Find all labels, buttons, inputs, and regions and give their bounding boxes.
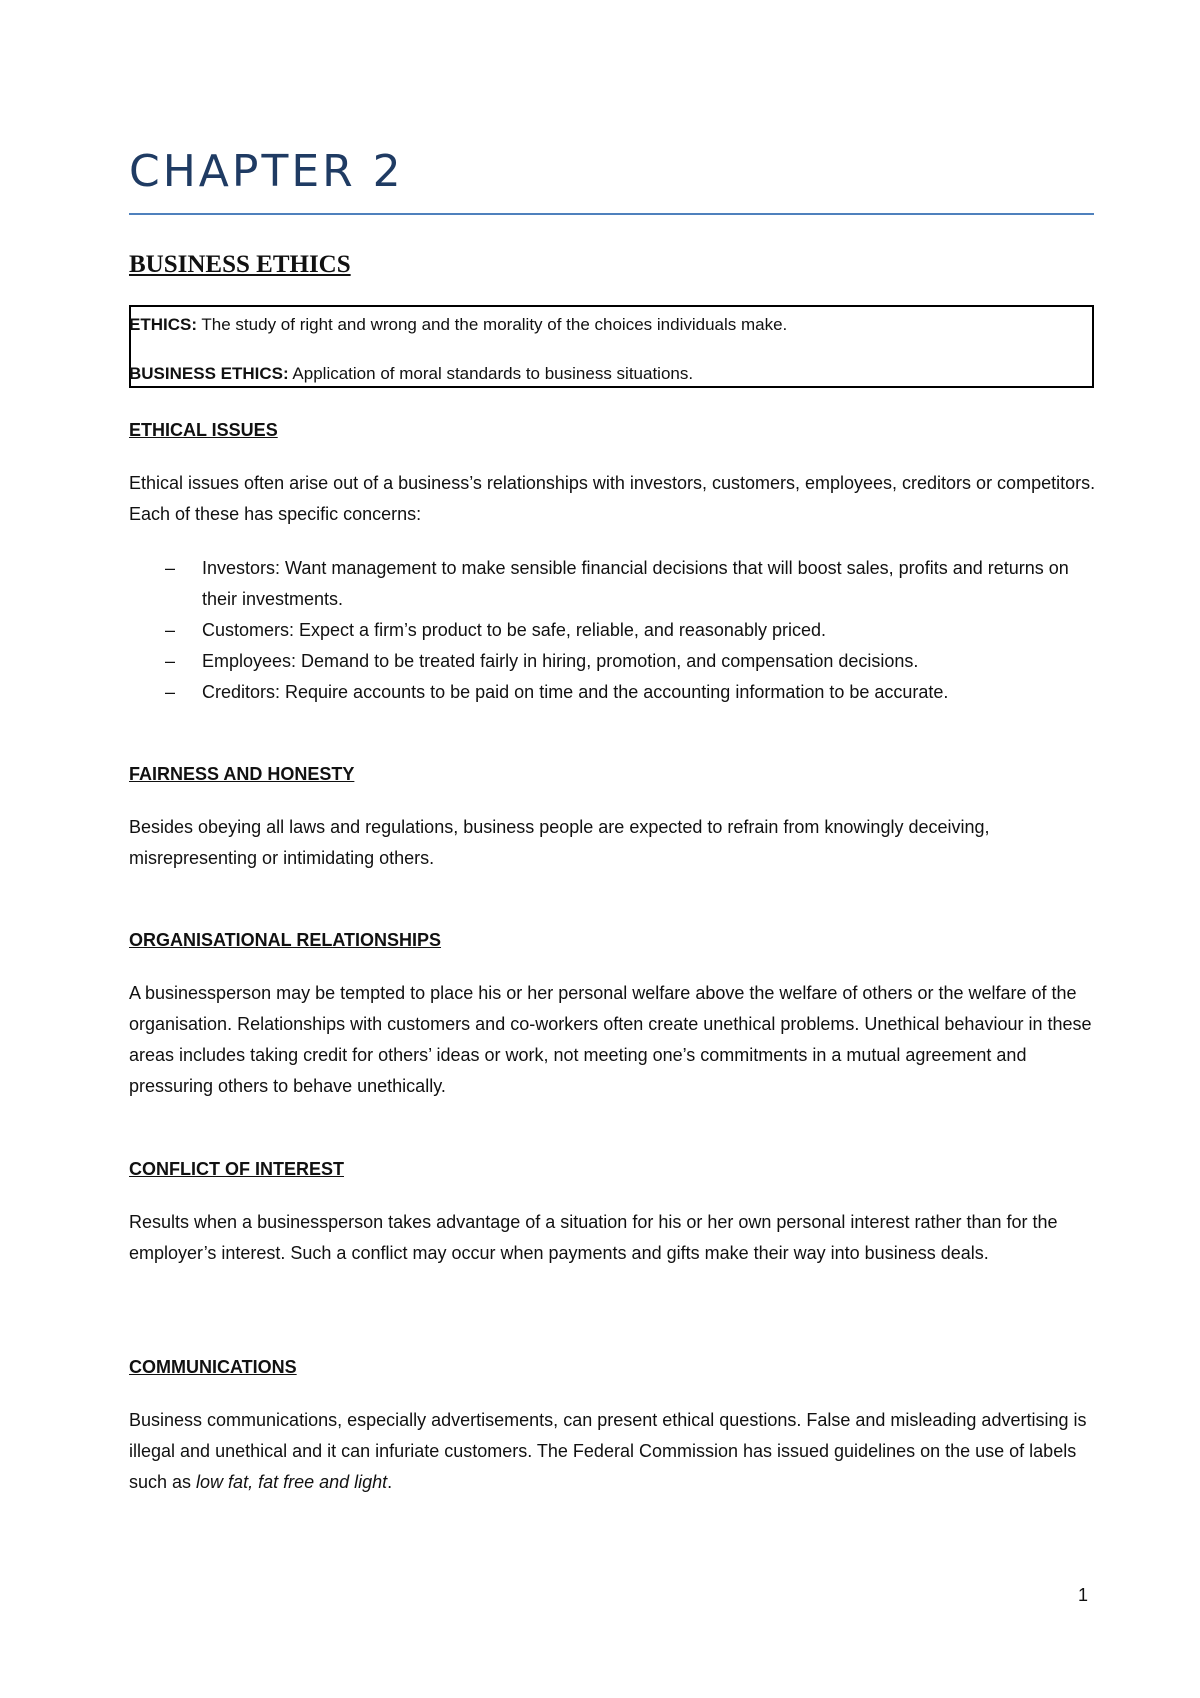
list-item [129, 646, 1099, 677]
page-number: 1 [1078, 1585, 1089, 1605]
list-item-text: Employees: Demand to be treated fairly in hiring, promotion, and compensation decisions. [202, 651, 919, 671]
stakeholder-list [129, 553, 1099, 708]
document-title: BUSINESS ETHICS [129, 251, 351, 278]
chapter-title: CHAPTER 2 [129, 146, 404, 197]
definition-text: Application of moral standards to business situations. [288, 364, 694, 383]
communications-text-end: . [387, 1472, 393, 1492]
paragraph-organisational-relationships: A businessperson may be tempted to place his or her personal welfare above the welfare of others or the welfare of the organisation. Relationships with customers and co-workers often create unethical problems. Unethical behaviour in these areas includes taking credit for others’ ideas or work, not meeting one’s commitments in a mutual agreement and pressuring others to behave unethically. [129, 983, 1092, 1096]
definition-term: BUSINESS ETHICS: [129, 364, 289, 383]
heading-fairness-honesty: FAIRNESS AND HONESTY [129, 764, 355, 784]
dash-marker: – [165, 620, 176, 640]
list-item-text: Investors: Want management to make sensible financial decisions that will boost sales, profits and returns on their investments. [202, 558, 1069, 609]
definition-business-ethics [129, 365, 693, 382]
paragraph-communications [129, 1405, 1099, 1498]
paragraph-ethical-issues: Ethical issues often arise out of a business’s relationships with investors, customers, employees, creditors or competitors. Each of these has specific concerns: [129, 473, 1096, 524]
heading-conflict-of-interest: CONFLICT OF INTEREST [129, 1159, 344, 1179]
heading-organisational-relationships: ORGANISATIONAL RELATIONSHIPS [129, 930, 442, 950]
heading-communications: COMMUNICATIONS [129, 1357, 297, 1377]
definition-text: The study of right and wrong and the morality of the choices individuals make. [197, 315, 788, 334]
list-item [129, 615, 1099, 646]
list-item [129, 677, 1099, 708]
dash-marker: – [165, 651, 176, 671]
heading-ethical-issues: ETHICAL ISSUES [129, 420, 278, 440]
communications-text: Business communications, especially advertisements, can present ethical questions. False and misleading advertising is illegal and unethical and it can infuriate customers. The Federal Commission has issued guidelines on the use of labels such as [129, 1410, 1087, 1492]
paragraph-fairness-honesty: Besides obeying all laws and regulations, business people are expected to refrain from knowingly deceiving, misrepresenting or intimidating others. [129, 817, 990, 868]
chapter-rule [129, 213, 1094, 215]
paragraph-conflict-of-interest: Results when a businessperson takes advantage of a situation for his or her own personal interest rather than for the employer’s interest. Such a conflict may occur when payments and gifts make their way into business deals. [129, 1212, 1058, 1263]
dash-marker: – [165, 682, 176, 702]
list-item-text: Customers: Expect a firm’s product to be safe, reliable, and reasonably priced. [202, 620, 826, 640]
list-item-text: Creditors: Require accounts to be paid on time and the accounting information to be accurate. [202, 682, 949, 702]
definition-term: ETHICS: [129, 315, 197, 334]
communications-label-examples: low fat, fat free and light [196, 1472, 388, 1492]
definition-ethics [129, 316, 787, 333]
list-item [129, 553, 1099, 615]
dash-marker: – [165, 558, 176, 578]
